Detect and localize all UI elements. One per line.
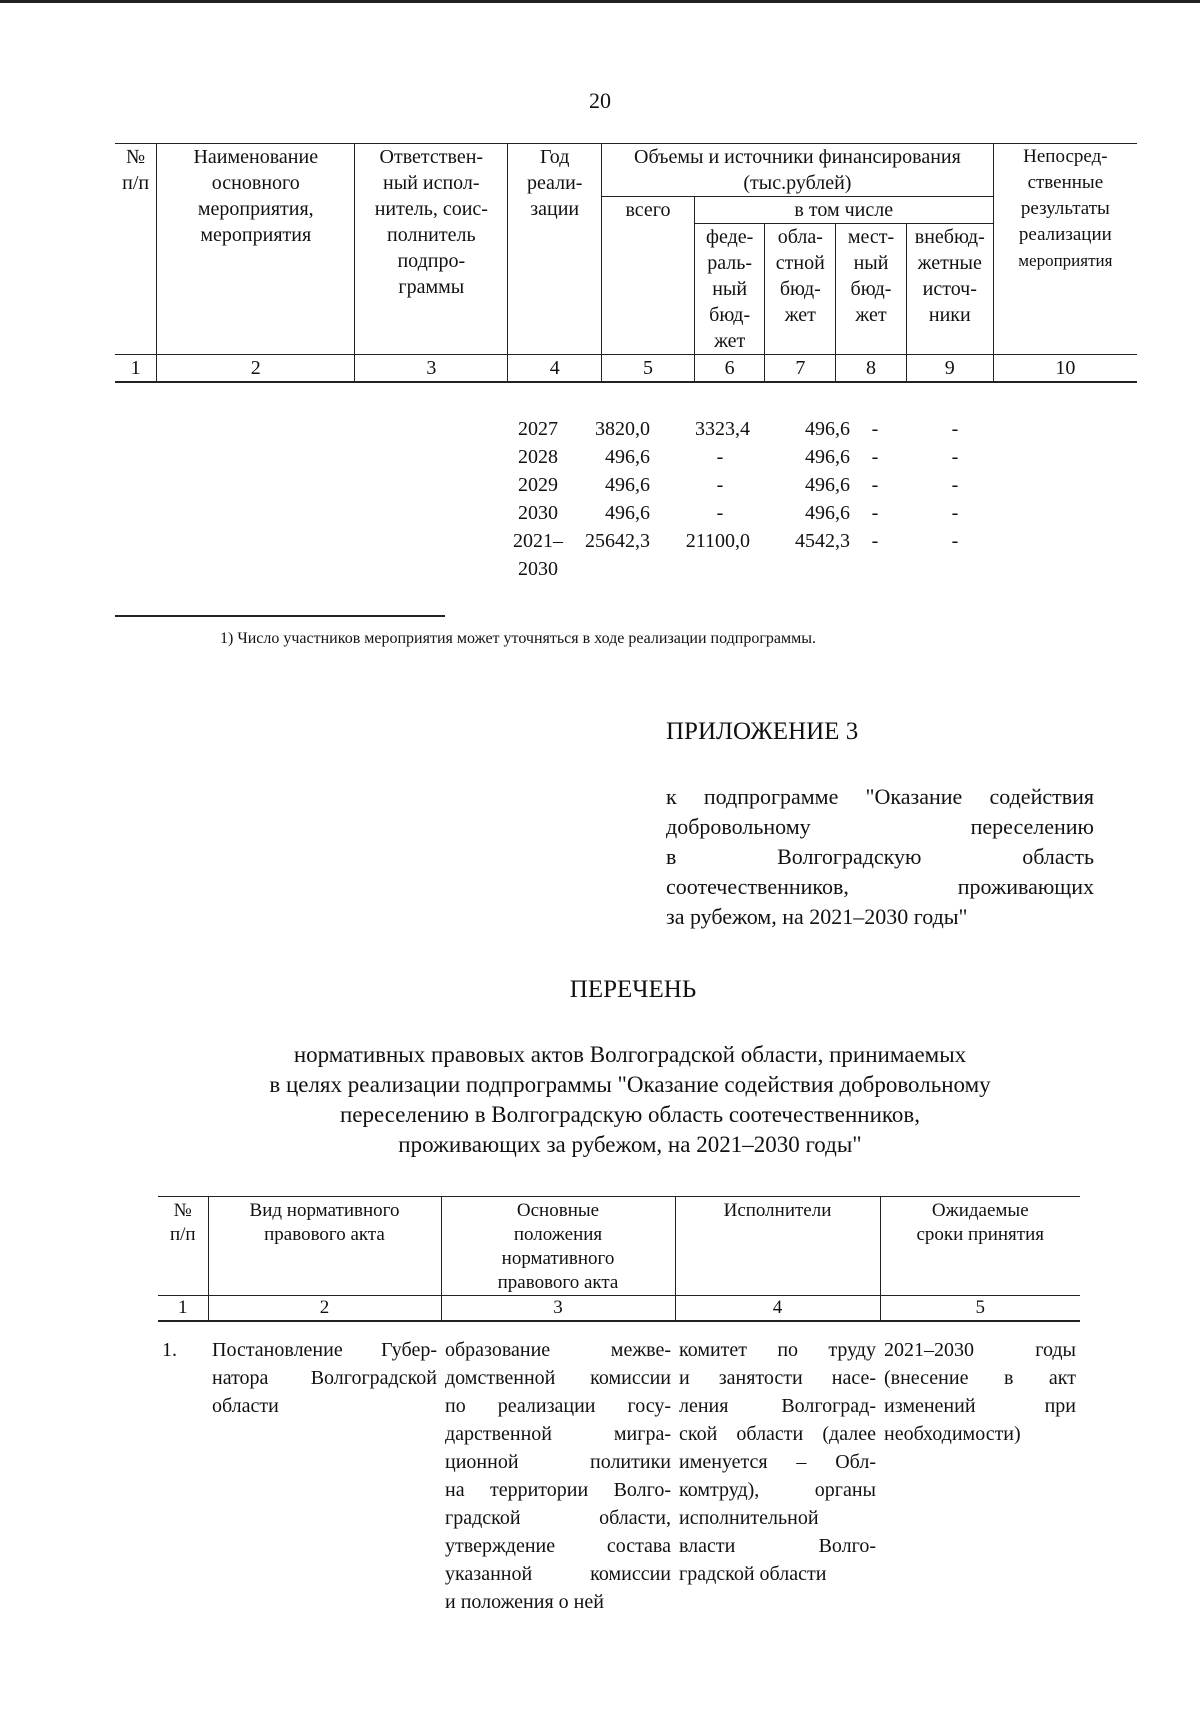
cell-extrabudget: - (951, 418, 959, 440)
list-title: ПЕРЕЧЕНЬ (569, 976, 697, 1003)
appendix-title: ПРИЛОЖЕНИЕ 3 (666, 718, 859, 745)
page-top-edge (0, 0, 1200, 3)
col-num: 9 (906, 355, 993, 383)
cell-federal: 21100,0 (685, 530, 750, 552)
table-row (158, 1321, 1080, 1616)
col-num: 8 (836, 355, 907, 383)
cell-local: - (871, 446, 879, 468)
header-deadline: Ожидаемые сроки принятия (880, 1197, 1080, 1296)
footnote: 1) Число участников мероприятия может уточняться в ходе реализации подпрограммы. (220, 630, 817, 647)
cell-total: 496,6 (605, 474, 650, 496)
cell-num: 1. (162, 1339, 177, 1361)
col-num: 2 (157, 355, 355, 383)
header-name: Наименование основного мероприятия, мероприятия (157, 144, 355, 355)
cell-federal: 3323,4 (695, 418, 750, 440)
col-num: 3 (355, 355, 508, 383)
cell-extrabudget: - (951, 530, 959, 552)
cell-total: 25642,3 (585, 530, 650, 552)
col-num: 1 (115, 355, 157, 383)
page-number: 20 (589, 88, 611, 113)
header-total: всего (602, 197, 695, 355)
col-num: 7 (765, 355, 836, 383)
cell-provisions: образование межве- домственной комиссии по реализации госу- дарственной мигра- ционной политики на территории Волго- градской области, утверждение состава указанной комиссии и положения о ней (445, 1339, 671, 1613)
cell-total: 496,6 (605, 446, 650, 468)
header-responsible: Ответствен- ный испол- нитель, соис- полнитель подпро- граммы (355, 144, 508, 355)
cell-total: 3820,0 (595, 418, 650, 440)
cell-deadline: 2021–2030 годы (внесение в акт изменений при необходимости) (884, 1339, 1076, 1445)
column-number-row (115, 355, 1137, 383)
header-extrabudget: внебюд- жетные источ- ники (906, 224, 993, 355)
cell-total: 496,6 (605, 502, 650, 524)
header-year: Год реали- зации (508, 144, 602, 355)
cell-regional: 496,6 (805, 502, 850, 524)
cell-federal: - (716, 446, 724, 468)
cell-extrabudget: - (951, 502, 959, 524)
col-num: 10 (993, 355, 1137, 383)
list-subtitle: нормативных правовых актов Волгоградской области, принимаемых в целях реализации подпрограммы "Оказание содействия добровольному переселению в Волгоградскую область соотечественников, проживающих за рубежом, на 2021–2030 годы" (269, 1042, 991, 1157)
cell-regional: 496,6 (805, 418, 850, 440)
cell-regional: 4542,3 (795, 530, 850, 552)
header-regional: обла- стной бюд- жет (765, 224, 836, 355)
cell-regional: 496,6 (805, 446, 850, 468)
header-num: № п/п (115, 144, 157, 355)
legal-acts-table (158, 1196, 1080, 1616)
header-results: Непосред- ственные результаты реализации мероприятия (993, 144, 1137, 355)
col-num: 2 (208, 1296, 441, 1322)
col-num: 6 (694, 355, 765, 383)
col-num: 4 (508, 355, 602, 383)
col-num: 3 (441, 1296, 675, 1322)
col-num: 1 (158, 1296, 208, 1322)
header-executors: Исполнители (675, 1197, 880, 1296)
header-including: в том числе (694, 197, 993, 224)
header-federal: феде- раль- ный бюд- жет (694, 224, 765, 355)
col-num: 5 (602, 355, 695, 383)
footnote-separator (115, 615, 445, 617)
header-num: № п/п (158, 1197, 208, 1296)
cell-year: 2030 (518, 502, 558, 524)
column-number-row (158, 1296, 1080, 1322)
cell-extrabudget: - (951, 474, 959, 496)
cell-executors: комитет по труду и занятости насе- ления Волгоград- ской области (далее именуется – Обл- комтруд), органы исполнительной власти Волго- градской области (679, 1339, 876, 1585)
cell-local: - (871, 418, 879, 440)
cell-local: - (871, 474, 879, 496)
cell-year: 2021– (513, 530, 563, 552)
header-financing: Объемы и источники финансирования (тыс.рублей) (602, 144, 994, 197)
header-provisions: Основные положения нормативного правового акта (441, 1197, 675, 1296)
cell-local: - (871, 530, 879, 552)
cell-federal: - (716, 502, 724, 524)
col-num: 5 (880, 1296, 1080, 1322)
cell-year: 2029 (518, 474, 558, 496)
appendix-subtitle: к подпрограмме "Оказание содействия добровольному переселению в Волгоградскую область соотечественников, проживающих за рубежом, на 2021–2030 годы" (666, 784, 1094, 929)
cell-local: - (871, 502, 879, 524)
cell-year: 2030 (518, 558, 558, 580)
header-type: Вид нормативного правового акта (208, 1197, 441, 1296)
cell-federal: - (716, 474, 724, 496)
cell-year: 2027 (518, 418, 558, 440)
financing-table (115, 143, 1137, 383)
cell-year: 2028 (518, 446, 558, 468)
cell-extrabudget: - (951, 446, 959, 468)
cell-type: Постановление Губер- натора Волгоградской области (212, 1339, 437, 1417)
cell-regional: 496,6 (805, 474, 850, 496)
header-local: мест- ный бюд- жет (836, 224, 907, 355)
col-num: 4 (675, 1296, 880, 1322)
